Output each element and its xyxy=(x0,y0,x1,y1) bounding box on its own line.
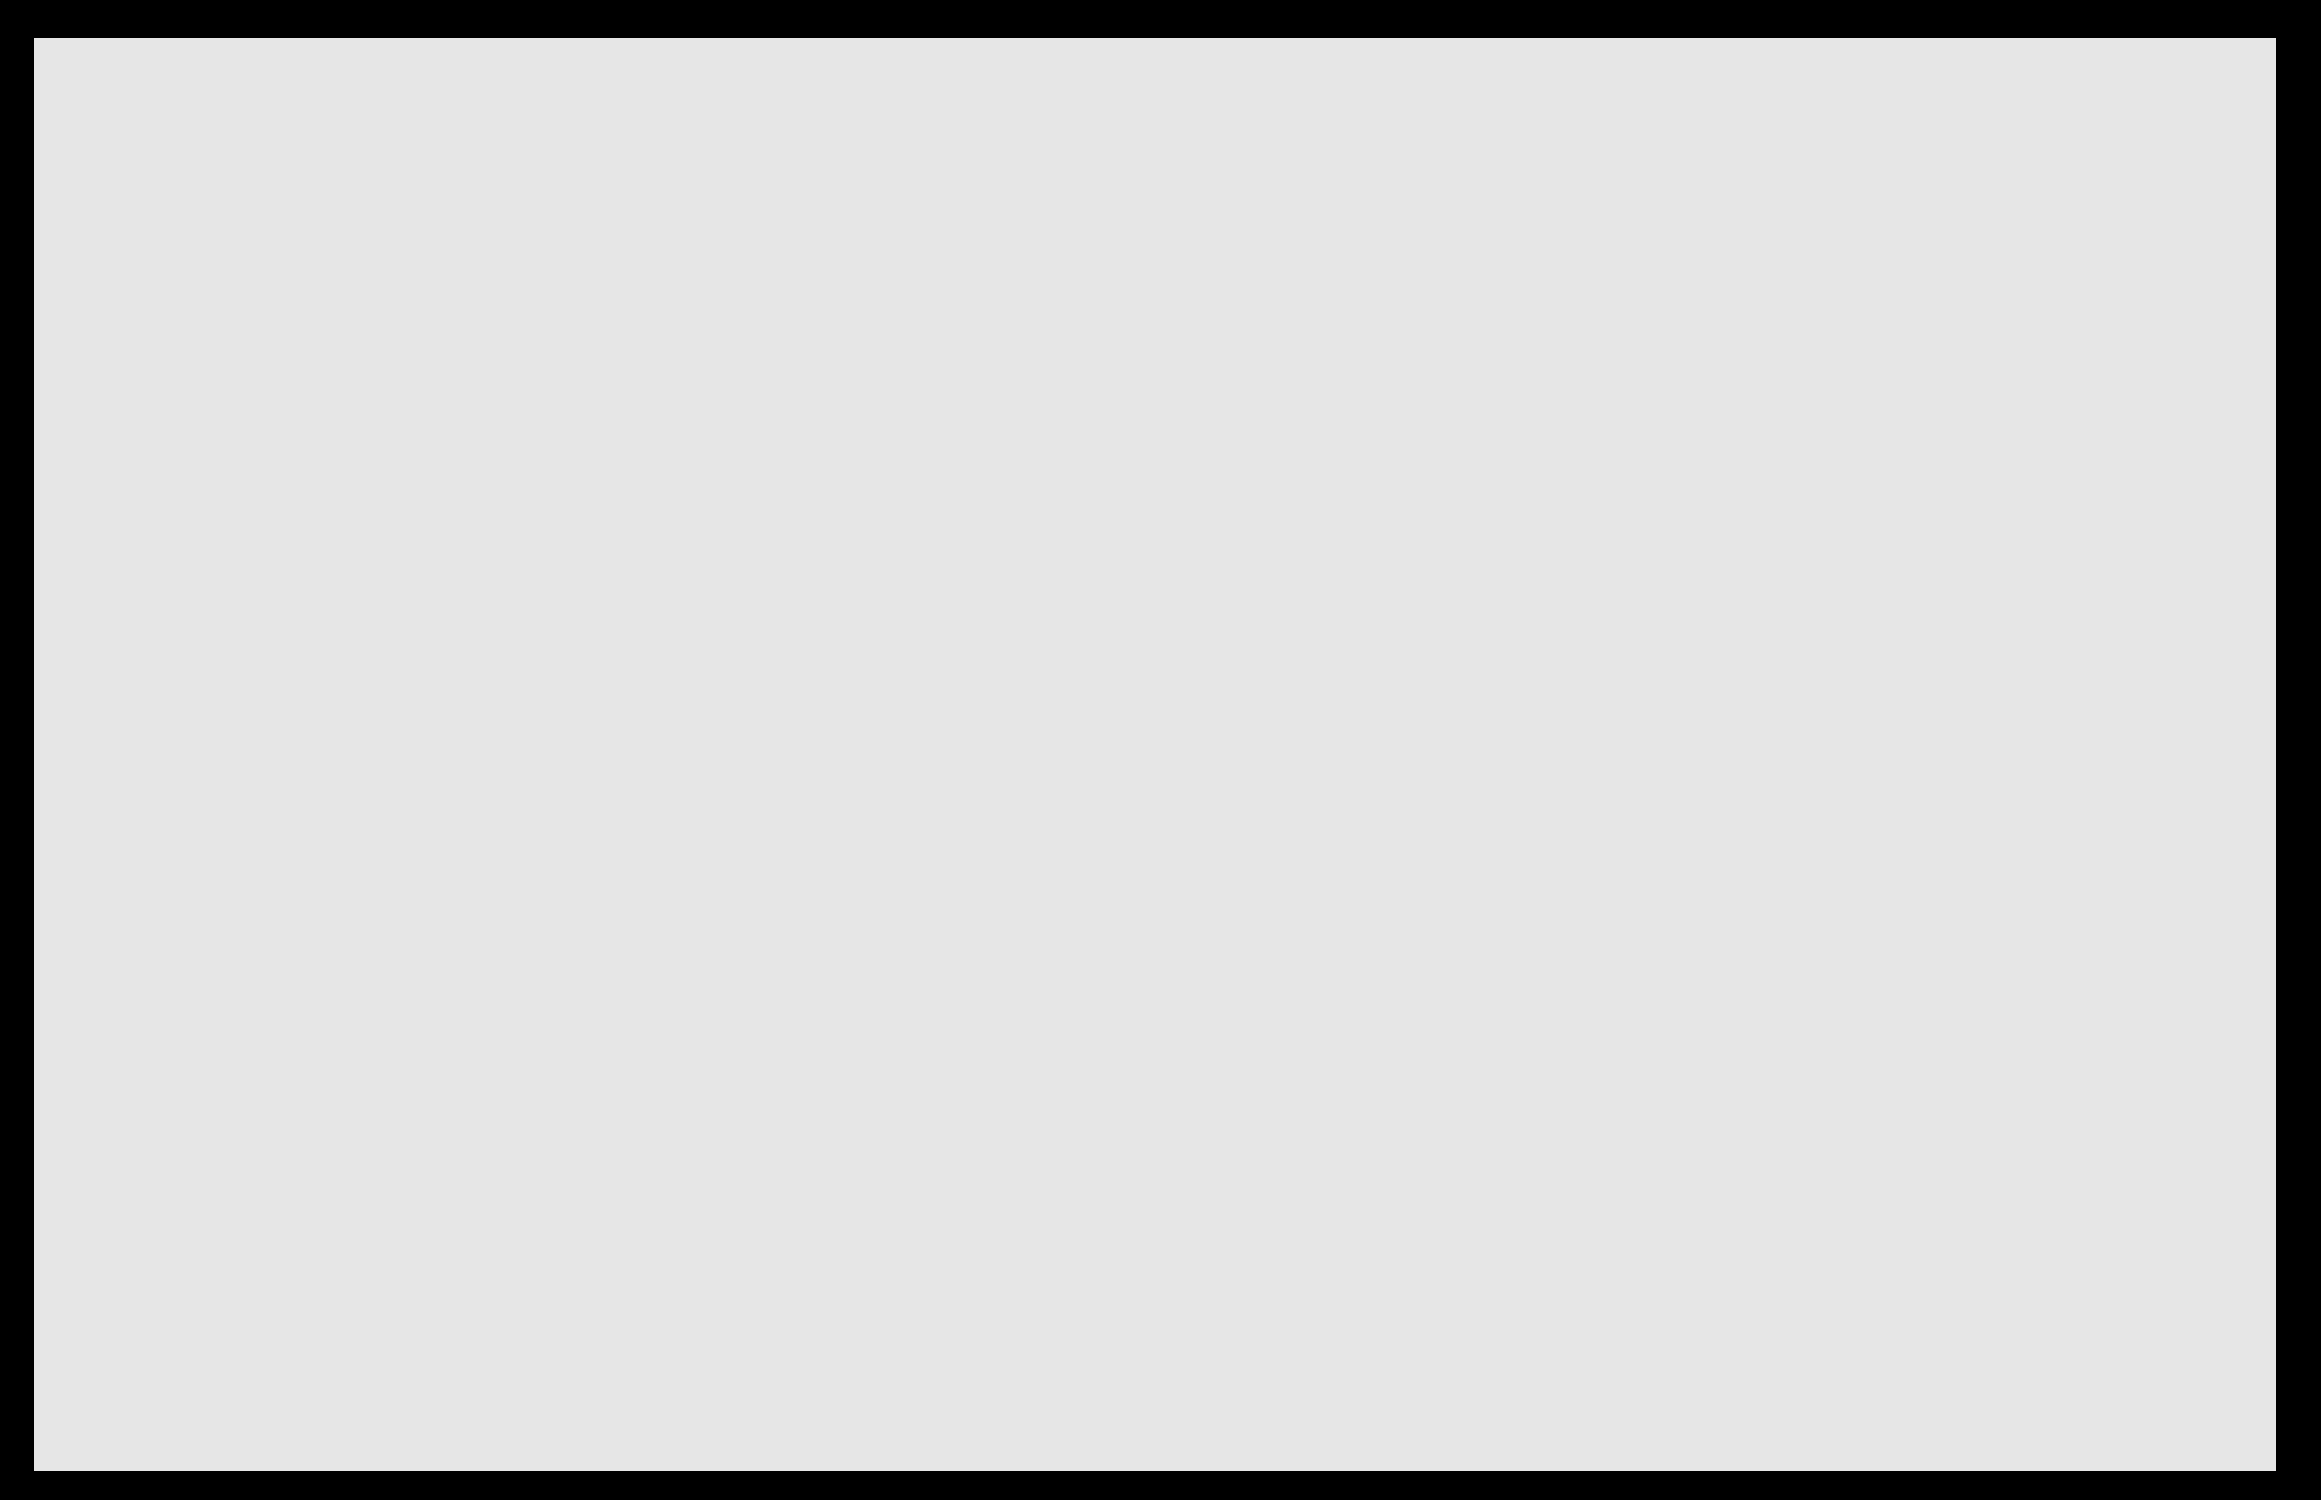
form-lines xyxy=(34,38,2276,1471)
census-sheet xyxy=(34,38,2276,1471)
